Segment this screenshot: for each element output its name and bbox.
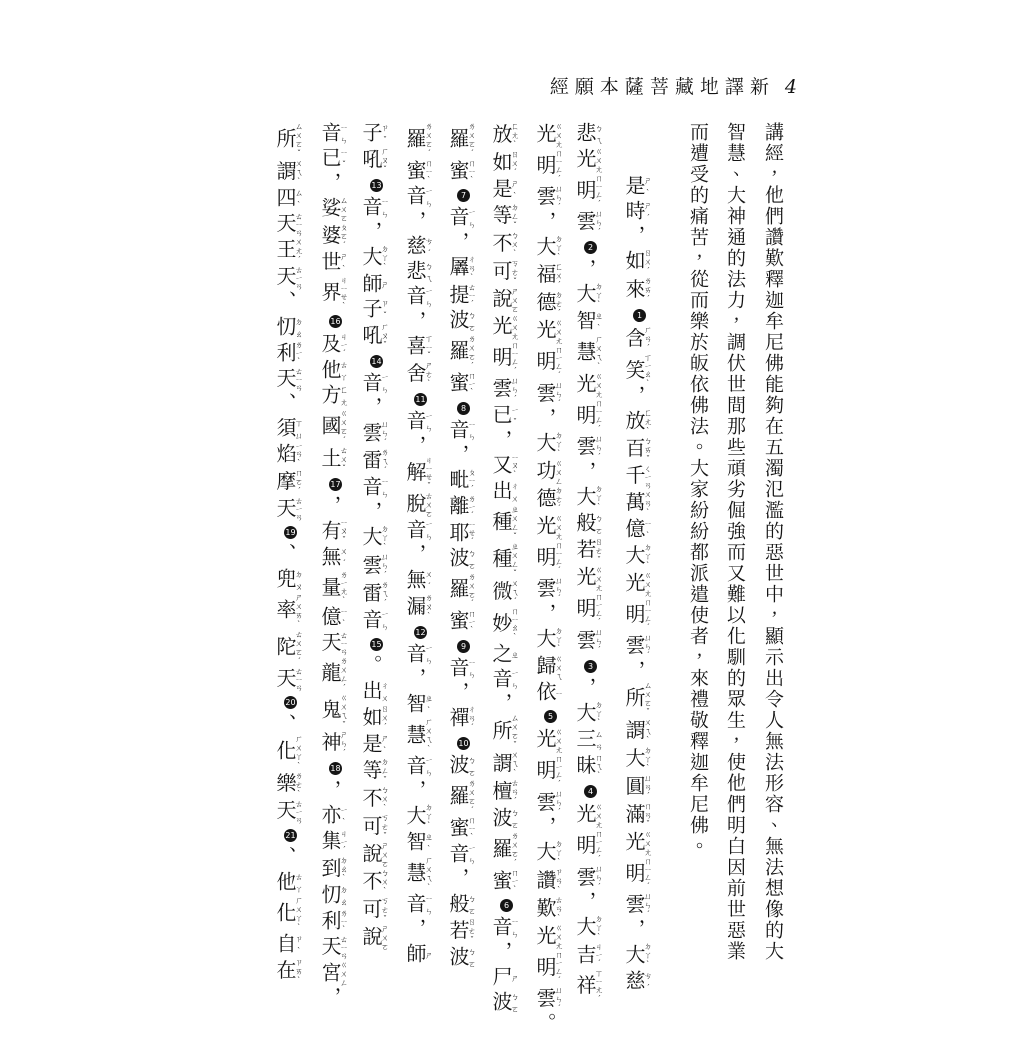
- char-with-zhuyin: 三ㄙㄢ: [573, 728, 604, 754]
- footnote-marker: 5: [544, 710, 557, 723]
- char-with-zhuyin: 焰ㄧㄢˋ: [273, 442, 304, 469]
- char-with-zhuyin: 等ㄉㄥˇ: [489, 203, 520, 231]
- sutra-column: 放ㄈㄤˋ如ㄖㄨˊ是ㄕˋ等ㄉㄥˇ不ㄅㄨˋ可ㄎㄜˇ說ㄕㄨㄛ光ㄍㄨㄤ明ㄇㄧㄥˊ雲ㄩㄣˊ已ㄧˇ，又ㄧㄡˋ出ㄔㄨ種ㄓㄨㄥˇ種ㄓㄨㄥˇ微ㄨㄟˊ妙ㄇㄧㄠˋ之ㄓ音ㄧㄣ，所ㄙㄨㄛˇ謂ㄨㄟˋ檀ㄊㄢˊ波ㄅㄛ羅ㄌㄨㄛˊ蜜ㄇㄧˋ6音ㄧㄣ，尸ㄕ波ㄅㄛ: [489, 122, 520, 1016]
- char-with-zhuyin: 微ㄨㄟˊ: [489, 579, 520, 608]
- char-with-zhuyin: 無ㄨˊ: [318, 545, 349, 571]
- char-with-zhuyin: 天ㄊㄧㄢ: [318, 935, 349, 961]
- char-with-zhuyin: 雲ㄩㄣˊ: [359, 420, 390, 448]
- char-with-zhuyin: 大ㄉㄚˋ: [359, 524, 390, 553]
- footnote-marker: 1: [633, 309, 646, 322]
- char-with-zhuyin: 耶ㄧㄝˊ: [446, 520, 477, 548]
- translation-column: 智慧、大神通的法力，調伏世間那些頑劣倔強而又難以化馴的眾生，使他們明白因前世惡業: [724, 122, 746, 962]
- char-with-zhuyin: 天ㄊㄧㄢ: [273, 367, 304, 393]
- char-with-zhuyin: 蜜ㄇㄧˋ: [446, 816, 477, 843]
- char-with-zhuyin: 億ㄧˋ: [318, 605, 349, 631]
- char-with-zhuyin: 他ㄊㄚ: [273, 870, 304, 896]
- char-with-zhuyin: 來ㄌㄞˊ: [622, 276, 653, 305]
- char-with-zhuyin: 悲ㄅㄟ: [403, 260, 434, 286]
- footnote-marker: 15: [371, 639, 382, 649]
- char-with-zhuyin: 昧ㄇㄟˋ: [573, 753, 604, 782]
- footnote-marker: 2: [584, 241, 597, 254]
- char-with-zhuyin: 陀ㄊㄨㄛˊ: [273, 630, 304, 668]
- char-with-zhuyin: 雲ㄩㄣˊ: [533, 380, 564, 409]
- footnote-marker: 19: [285, 528, 296, 538]
- char-with-zhuyin: 波ㄅㄛ: [446, 547, 477, 573]
- char-with-zhuyin: 羅ㄌㄨㄛˊ: [446, 122, 477, 159]
- char-with-zhuyin: 鬼ㄍㄨㄟˇ: [318, 693, 349, 731]
- char-with-zhuyin: 放ㄈㄤˋ: [489, 122, 520, 150]
- char-with-zhuyin: 波ㄅㄛ: [446, 309, 477, 335]
- char-with-zhuyin: 光ㄍㄨㄤ: [533, 318, 564, 346]
- char-with-zhuyin: 般ㄅㄛ: [446, 892, 477, 918]
- char-with-zhuyin: 放ㄈㄤˋ: [622, 408, 653, 437]
- char-with-zhuyin: 千ㄑㄧㄢ: [622, 464, 653, 490]
- char-with-zhuyin: 光ㄍㄨㄤ: [622, 570, 653, 598]
- char-with-zhuyin: 音ㄧㄣ: [489, 915, 520, 941]
- char-with-zhuyin: 明ㄇㄧㄥˊ: [573, 398, 604, 435]
- char-with-zhuyin: 大ㄉㄚˋ: [533, 839, 564, 868]
- char-with-zhuyin: 蜜ㄇㄧˋ: [489, 868, 520, 895]
- char-with-zhuyin: 集ㄐㄧˊ: [318, 829, 349, 856]
- char-with-zhuyin: 雲ㄩㄣˊ: [359, 552, 390, 581]
- char-with-zhuyin: 光ㄍㄨㄤ: [533, 122, 564, 149]
- char-with-zhuyin: 提ㄊㄧˊ: [446, 282, 477, 310]
- running-header: [550, 72, 797, 99]
- char-with-zhuyin: 亦ㄧˋ: [318, 804, 349, 830]
- char-with-zhuyin: 波ㄅㄛ: [489, 990, 520, 1016]
- char-with-zhuyin: 漏ㄌㄡˋ: [403, 593, 434, 622]
- char-with-zhuyin: 歎ㄊㄢˋ: [533, 895, 564, 924]
- char-with-zhuyin: 慈ㄘˊ: [403, 235, 434, 261]
- footnote-marker: 20: [285, 698, 296, 708]
- char-with-zhuyin: 雷ㄌㄟˊ: [359, 580, 390, 609]
- char-with-zhuyin: 兜ㄉㄡ: [273, 568, 304, 594]
- char-with-zhuyin: 蜜ㄇㄧˋ: [446, 609, 477, 636]
- char-with-zhuyin: 如ㄖㄨˊ: [359, 704, 390, 733]
- char-with-zhuyin: 含ㄏㄢˊ: [622, 325, 653, 354]
- char-with-zhuyin: 百ㄅㄞˇ: [622, 436, 653, 465]
- char-with-zhuyin: 大ㄉㄚˋ: [533, 234, 564, 263]
- char-with-zhuyin: 雲ㄩㄣˊ: [489, 376, 520, 405]
- char-with-zhuyin: 光ㄍㄨㄤ: [533, 513, 564, 541]
- char-with-zhuyin: 羅ㄌㄨㄛˊ: [403, 122, 434, 159]
- char-with-zhuyin: 笑ㄒㄧㄠˋ: [622, 353, 653, 389]
- sutra-column: 悲ㄅㄟ光ㄍㄨㄤ明ㄇㄧㄥˊ雲ㄩㄣˊ2，大ㄉㄚˋ智ㄓˋ慧ㄏㄨㄟˋ光ㄍㄨㄤ明ㄇㄧㄥˊ雲ㄩㄣˊ，大ㄉㄚˋ般ㄅㄛ若ㄖㄜˇ光ㄍㄨㄤ明ㄇㄧㄥˊ雲ㄩㄣˊ3，大ㄉㄚˋ三ㄙㄢ昧ㄇㄟˋ4光ㄍㄨㄤ明ㄇㄧㄥˊ雲ㄩㄣˊ，大ㄉㄚˋ吉ㄐㄧˊ祥ㄒㄧㄤˊ: [573, 122, 604, 1005]
- char-with-zhuyin: 羅ㄌㄨㄛˊ: [446, 779, 477, 817]
- char-with-zhuyin: 天ㄊㄧㄢ: [273, 212, 304, 238]
- char-with-zhuyin: 可ㄎㄜˇ: [489, 259, 520, 287]
- sutra-column: 所ㄙㄨㄛˇ謂ㄨㄟˋ四ㄙˋ天ㄊㄧㄢ王ㄨㄤˊ天ㄊㄧㄢ、忉ㄉㄠ利ㄌㄧˋ天ㄊㄧㄢ、須ㄒㄩ焰ㄧㄢˋ摩ㄇㄛˊ天ㄊㄧㄢ19、兜ㄉㄡ率ㄕㄨㄞˋ陀ㄊㄨㄛˊ天ㄊㄧㄢ20、化ㄏㄨㄚˋ樂ㄌㄜˋ天ㄊㄧㄢ21、他ㄊㄚ化ㄏㄨㄚˋ自ㄗˋ在ㄗㄞˋ: [273, 122, 304, 986]
- char-with-zhuyin: 可ㄎㄜˇ: [359, 813, 390, 842]
- char-with-zhuyin: 所ㄙㄨㄛˇ: [622, 680, 653, 718]
- char-with-zhuyin: 已ㄧˇ: [489, 404, 520, 430]
- char-with-zhuyin: 功ㄍㄨㄥ: [533, 458, 564, 486]
- char-with-zhuyin: 明ㄇㄧㄥˊ: [622, 597, 653, 634]
- char-with-zhuyin: 德ㄉㄜˊ: [533, 485, 564, 514]
- char-with-zhuyin: 有ㄧㄡˇ: [318, 519, 349, 546]
- sutra-column: 是ㄕˋ時ㄕˊ，如ㄖㄨˊ來ㄌㄞˊ1含ㄏㄢˊ笑ㄒㄧㄠˋ，放ㄈㄤˋ百ㄅㄞˇ千ㄑㄧㄢ萬ㄨㄢˋ億ㄧˋ大ㄉㄚˋ光ㄍㄨㄤ明ㄇㄧㄥˊ雲ㄩㄣˊ，所ㄙㄨㄛˇ謂ㄨㄟˋ大ㄉㄚˋ圓ㄩㄢˊ滿ㄇㄢˇ光ㄍㄨㄤ明ㄇㄧㄥˊ雲ㄩㄣˊ，大ㄉㄚˋ慈ㄘˊ: [622, 175, 653, 996]
- char-with-zhuyin: 波ㄅㄛ: [446, 945, 477, 971]
- char-with-zhuyin: 雲ㄩㄣˊ: [533, 789, 564, 818]
- char-with-zhuyin: 師ㄕ: [403, 943, 434, 969]
- char-with-zhuyin: 所ㄙㄨㄛˇ: [489, 713, 520, 751]
- translation-column: 講經，他們讚歎釋迦牟尼佛能夠在五濁氾濫的惡世中，顯示出令人無法形容、無法想像的大: [762, 122, 784, 962]
- footnote-marker: 12: [415, 627, 426, 637]
- char-with-zhuyin: 光ㄍㄨㄤ: [533, 923, 564, 951]
- char-with-zhuyin: 明ㄇㄧㄥˊ: [533, 754, 564, 790]
- char-with-zhuyin: 音ㄧㄣ: [359, 608, 390, 634]
- footnote-marker: 16: [330, 317, 341, 327]
- char-with-zhuyin: 是ㄕˋ: [489, 178, 520, 203]
- char-with-zhuyin: 大ㄉㄚˋ: [533, 626, 564, 655]
- footnote-marker: 8: [457, 402, 470, 415]
- char-with-zhuyin: 音ㄧㄣ: [403, 893, 434, 919]
- char-with-zhuyin: 明ㄇㄧㄥˊ: [489, 341, 520, 377]
- char-with-zhuyin: 及ㄐㄧˊ: [318, 332, 349, 359]
- char-with-zhuyin: 大ㄉㄚˋ: [622, 542, 653, 571]
- char-with-zhuyin: 大ㄉㄚˋ: [359, 244, 390, 273]
- char-with-zhuyin: 波ㄅㄛ: [489, 806, 520, 832]
- char-with-zhuyin: 依ㄧ: [533, 681, 564, 707]
- char-with-zhuyin: 吼ㄏㄡˇ: [359, 147, 390, 175]
- char-with-zhuyin: 歸ㄍㄨㄟ: [533, 654, 564, 682]
- char-with-zhuyin: 天ㄊㄧㄢ: [273, 667, 304, 693]
- char-with-zhuyin: 萬ㄨㄢˋ: [622, 489, 653, 518]
- char-with-zhuyin: 又ㄧㄡˋ: [489, 453, 520, 481]
- char-with-zhuyin: 蜜ㄇㄧˋ: [403, 159, 434, 186]
- sutra-column: 音ㄧㄣ已ㄧˇ，娑ㄙㄨㄛ婆ㄆㄛˊ世ㄕˋ界ㄐㄧㄝˋ16及ㄐㄧˊ他ㄊㄚ方ㄈㄤ國ㄍㄨㄛˊ土ㄊㄨˇ17，有ㄧㄡˇ無ㄨˊ量ㄌㄧㄤˋ億ㄧˋ天ㄊㄧㄢ龍ㄌㄨㄥˊ鬼ㄍㄨㄟˇ神ㄕㄣˊ18，亦ㄧˋ集ㄐㄧˊ到ㄉㄠˋ忉ㄉㄠ利ㄌㄧˋ天ㄊㄧㄢ宮ㄍㄨㄥ，: [318, 122, 349, 1012]
- char-with-zhuyin: 音ㄧㄣ: [403, 410, 434, 436]
- char-with-zhuyin: 大ㄉㄚˋ: [403, 803, 434, 832]
- char-with-zhuyin: 利ㄌㄧˋ: [318, 908, 349, 936]
- char-with-zhuyin: 等ㄉㄥˇ: [359, 757, 390, 786]
- char-with-zhuyin: 慈ㄘˊ: [622, 970, 653, 996]
- char-with-zhuyin: 智ㄓˋ: [403, 692, 434, 718]
- char-with-zhuyin: 羅ㄌㄨㄛˊ: [446, 334, 477, 372]
- char-with-zhuyin: 音ㄧㄣ: [359, 196, 390, 221]
- footnote-marker: 17: [330, 479, 341, 489]
- char-with-zhuyin: 摩ㄇㄛˊ: [273, 468, 304, 497]
- char-with-zhuyin: 土ㄊㄨˇ: [318, 445, 349, 474]
- char-with-zhuyin: 波ㄅㄛ: [446, 754, 477, 780]
- sutra-column: 光ㄍㄨㄤ明ㄇㄧㄥˊ雲ㄩㄣˊ，大ㄉㄚˋ福ㄈㄨˊ德ㄉㄜˊ光ㄍㄨㄤ明ㄇㄧㄥˊ雲ㄩㄣˊ，大ㄉㄚˋ功ㄍㄨㄥ德ㄉㄜˊ光ㄍㄨㄤ明ㄇㄧㄥˊ雲ㄩㄣˊ，大ㄉㄚˋ歸ㄍㄨㄟ依ㄧ5光ㄍㄨㄤ明ㄇㄧㄥˊ雲ㄩㄣˊ，大ㄉㄚˋ讚ㄗㄢˋ歎ㄊㄢˋ光ㄍㄨㄤ明ㄇㄧㄥˊ雲ㄩㄣˊ。: [533, 122, 564, 1038]
- char-with-zhuyin: 吼ㄏㄡˇ: [359, 322, 390, 351]
- char-with-zhuyin: 若ㄖㄜˇ: [573, 537, 604, 566]
- char-with-zhuyin: 謂ㄨㄟˋ: [489, 750, 520, 779]
- char-with-zhuyin: 出ㄔㄨ: [489, 480, 520, 506]
- char-with-zhuyin: 利ㄌㄧˋ: [273, 340, 304, 368]
- char-with-zhuyin: 不ㄅㄨˋ: [489, 231, 520, 259]
- char-with-zhuyin: 音ㄧㄣ: [446, 418, 477, 444]
- char-with-zhuyin: 蜜ㄇㄧˋ: [446, 371, 477, 398]
- char-with-zhuyin: 雲ㄩㄣˊ: [622, 892, 653, 921]
- footnote-marker: 4: [584, 785, 597, 798]
- header-title: 經願本薩菩藏地譯新: [549, 76, 775, 98]
- char-with-zhuyin: 謂ㄨㄟˋ: [273, 159, 304, 187]
- char-with-zhuyin: 世ㄕˋ: [318, 251, 349, 276]
- sutra-column: 子ㄗˇ吼ㄏㄡˇ13音ㄧㄣ，大ㄉㄚˋ師ㄕ子ㄗˇ吼ㄏㄡˇ14音ㄧㄣ，雲ㄩㄣˊ雷ㄌㄟˊ音ㄧㄣ，大ㄉㄚˋ雲ㄩㄣˊ雷ㄌㄟˊ音ㄧㄣ15。出ㄔㄨ如ㄖㄨˊ是ㄕˋ等ㄉㄥˇ不ㄅㄨˋ可ㄎㄜˇ說ㄕㄨㄛ不ㄅㄨˋ可ㄎㄜˇ說ㄕㄨㄛ: [359, 122, 390, 952]
- char-with-zhuyin: 大ㄉㄚˋ: [533, 430, 564, 459]
- sutra-column: 羅ㄌㄨㄛˊ蜜ㄇㄧˋ7音ㄧㄣ，羼ㄔㄢˋ提ㄊㄧˊ波ㄅㄛ羅ㄌㄨㄛˊ蜜ㄇㄧˋ8音ㄧㄣ，毗ㄆㄧˊ離ㄌㄧˊ耶ㄧㄝˊ波ㄅㄛ羅ㄌㄨㄛˊ蜜ㄇㄧˋ9音ㄧㄣ，禪ㄔㄢˊ10波ㄅㄛ羅ㄌㄨㄛˊ蜜ㄇㄧˋ音ㄧㄣ，般ㄅㄛ若ㄖㄜˇ波ㄅㄛ: [446, 122, 477, 971]
- char-with-zhuyin: 吉ㄐㄧˊ: [573, 942, 604, 970]
- char-with-zhuyin: 雲ㄩㄣˊ: [533, 986, 564, 1015]
- char-with-zhuyin: 化ㄏㄨㄚˋ: [273, 895, 304, 933]
- char-with-zhuyin: 化ㄏㄨㄚˋ: [273, 734, 304, 772]
- char-with-zhuyin: 是ㄕˋ: [359, 732, 390, 758]
- char-with-zhuyin: 般ㄅㄛ: [573, 512, 604, 538]
- char-with-zhuyin: 雲ㄩㄣˊ: [573, 434, 604, 463]
- char-with-zhuyin: 神ㄕㄣˊ: [318, 730, 349, 759]
- char-with-zhuyin: 若ㄖㄜˇ: [446, 917, 477, 946]
- char-with-zhuyin: 雲ㄩㄣˊ: [533, 184, 564, 213]
- char-with-zhuyin: 祥ㄒㄧㄤˊ: [573, 969, 604, 1005]
- char-with-zhuyin: 光ㄍㄨㄤ: [573, 565, 604, 593]
- char-with-zhuyin: 龍ㄌㄨㄥˊ: [318, 656, 349, 694]
- char-with-zhuyin: 方ㄈㄤ: [318, 383, 349, 409]
- char-with-zhuyin: 明ㄇㄧㄥˊ: [622, 856, 653, 893]
- char-with-zhuyin: 明ㄇㄧㄥˊ: [533, 540, 564, 577]
- char-with-zhuyin: 毗ㄆㄧˊ: [446, 468, 477, 495]
- char-with-zhuyin: 說ㄕㄨㄛ: [489, 287, 520, 314]
- char-with-zhuyin: 天ㄊㄧㄢ: [318, 630, 349, 657]
- char-with-zhuyin: 音ㄧㄣ: [403, 642, 434, 668]
- char-with-zhuyin: 已ㄧˇ: [318, 147, 349, 172]
- char-with-zhuyin: 他ㄊㄚ: [318, 358, 349, 384]
- char-with-zhuyin: 率ㄕㄨㄞˋ: [273, 593, 304, 631]
- footnote-marker: 10: [458, 739, 469, 749]
- char-with-zhuyin: 大ㄉㄚˋ: [622, 942, 653, 971]
- char-with-zhuyin: 種ㄓㄨㄥˇ: [489, 542, 520, 580]
- footnote-marker: 18: [330, 764, 341, 774]
- char-with-zhuyin: 須ㄒㄩ: [273, 417, 304, 443]
- footnote-marker: 13: [371, 181, 382, 190]
- char-with-zhuyin: 羅ㄌㄨㄛˊ: [489, 831, 520, 869]
- char-with-zhuyin: 解ㄐㄧㄝˇ: [403, 456, 434, 492]
- char-with-zhuyin: 音ㄧㄣ: [446, 842, 477, 868]
- char-with-zhuyin: 光ㄍㄨㄤ: [573, 371, 604, 399]
- char-with-zhuyin: 在ㄗㄞˋ: [273, 957, 304, 986]
- char-with-zhuyin: 不ㄅㄨˋ: [359, 785, 390, 814]
- char-with-zhuyin: 音ㄧㄣ: [359, 476, 390, 501]
- char-with-zhuyin: 億ㄧˋ: [622, 517, 653, 543]
- char-with-zhuyin: 國ㄍㄨㄛˊ: [318, 408, 349, 446]
- char-with-zhuyin: 無ㄨˊ: [403, 568, 434, 594]
- char-with-zhuyin: 王ㄨㄤˊ: [273, 237, 304, 266]
- char-with-zhuyin: 天ㄊㄧㄢ: [273, 799, 304, 825]
- char-with-zhuyin: 脫ㄊㄨㄛ: [403, 491, 434, 519]
- char-with-zhuyin: 婆ㄆㄛˊ: [318, 223, 349, 251]
- char-with-zhuyin: 智ㄓˋ: [573, 309, 604, 335]
- sutra-column: 羅ㄌㄨㄛˊ蜜ㄇㄧˋ音ㄧㄣ，慈ㄘˊ悲ㄅㄟ音ㄧㄣ，喜ㄒㄧˇ舍ㄕㄜˋ11音ㄧㄣ，解ㄐㄧㄝˇ脫ㄊㄨㄛ音ㄧㄣ，無ㄨˊ漏ㄌㄡˋ12音ㄧㄣ，智ㄓˋ慧ㄏㄨㄟˋ音ㄧㄣ，大ㄉㄚˋ智ㄓˋ慧ㄏㄨㄟˋ音ㄧㄣ，師ㄕ: [403, 122, 434, 969]
- char-with-zhuyin: 滿ㄇㄢˇ: [622, 801, 653, 830]
- char-with-zhuyin: 忉ㄉㄠ: [318, 883, 349, 909]
- char-with-zhuyin: 悲ㄅㄟ: [573, 122, 604, 147]
- footnote-marker: 21: [285, 830, 296, 840]
- char-with-zhuyin: 離ㄌㄧˊ: [446, 494, 477, 521]
- char-with-zhuyin: 可ㄎㄜˇ: [359, 896, 390, 925]
- char-with-zhuyin: 宮ㄍㄨㄥ: [318, 960, 349, 988]
- char-with-zhuyin: 慧ㄏㄨㄟˋ: [573, 334, 604, 372]
- char-with-zhuyin: 妙ㄇㄧㄠˋ: [489, 607, 520, 643]
- char-with-zhuyin: 圓ㄩㄢˊ: [622, 773, 653, 802]
- char-with-zhuyin: 羅ㄌㄨㄛˊ: [446, 572, 477, 610]
- char-with-zhuyin: 音ㄧㄣ: [446, 206, 477, 232]
- char-with-zhuyin: 說ㄕㄨㄛ: [359, 841, 390, 869]
- footnote-marker: 7: [457, 189, 470, 202]
- char-with-zhuyin: 音ㄧㄣ: [403, 185, 434, 211]
- char-with-zhuyin: 禪ㄔㄢˊ: [446, 705, 477, 734]
- char-with-zhuyin: 慧ㄏㄨㄟˋ: [403, 717, 434, 755]
- char-with-zhuyin: 大ㄉㄚˋ: [573, 914, 604, 943]
- char-with-zhuyin: 明ㄇㄧㄥˊ: [573, 174, 604, 210]
- footnote-marker: 14: [371, 356, 382, 366]
- char-with-zhuyin: 羼ㄔㄢˋ: [446, 254, 477, 283]
- footnote-marker: 6: [500, 899, 513, 912]
- char-with-zhuyin: 音ㄧㄣ: [446, 656, 477, 682]
- char-with-zhuyin: 自ㄗˋ: [273, 932, 304, 958]
- char-with-zhuyin: 光ㄍㄨㄤ: [622, 829, 653, 857]
- char-with-zhuyin: 大ㄉㄚˋ: [573, 484, 604, 513]
- char-with-zhuyin: 種ㄓㄨㄥˇ: [489, 505, 520, 543]
- char-with-zhuyin: 喜ㄒㄧˇ: [403, 334, 434, 362]
- char-with-zhuyin: 明ㄇㄧㄥˊ: [533, 345, 564, 381]
- char-with-zhuyin: 光ㄍㄨㄤ: [573, 802, 604, 830]
- char-with-zhuyin: 明ㄇㄧㄥˊ: [573, 592, 604, 628]
- char-with-zhuyin: 娑ㄙㄨㄛ: [318, 196, 349, 223]
- char-with-zhuyin: 音ㄧㄣ: [359, 371, 390, 397]
- char-with-zhuyin: 德ㄉㄜˊ: [533, 290, 564, 319]
- char-with-zhuyin: 雲ㄩㄣˊ: [573, 209, 604, 238]
- char-with-zhuyin: 音ㄧㄣ: [403, 285, 434, 311]
- char-with-zhuyin: 子ㄗˇ: [359, 122, 390, 147]
- char-with-zhuyin: 不ㄅㄨˋ: [359, 868, 390, 897]
- char-with-zhuyin: 音ㄧㄣ: [489, 667, 520, 693]
- char-with-zhuyin: 師ㄕ: [359, 272, 390, 298]
- char-with-zhuyin: 到ㄉㄠˋ: [318, 855, 349, 884]
- char-with-zhuyin: 天ㄊㄧㄢ: [273, 496, 304, 523]
- char-with-zhuyin: 光ㄍㄨㄤ: [573, 147, 604, 174]
- char-with-zhuyin: 明ㄇㄧㄥˊ: [533, 149, 564, 185]
- char-with-zhuyin: 音ㄧㄣ: [403, 754, 434, 780]
- footnote-marker: 3: [584, 660, 597, 673]
- char-with-zhuyin: 慧ㄏㄨㄟˋ: [403, 856, 434, 894]
- char-with-zhuyin: 光ㄍㄨㄤ: [489, 314, 520, 341]
- char-with-zhuyin: 智ㄓˋ: [403, 831, 434, 857]
- char-with-zhuyin: 時ㄕˊ: [622, 200, 653, 225]
- char-with-zhuyin: 雲ㄩㄣˊ: [573, 864, 604, 893]
- char-with-zhuyin: 所ㄙㄨㄛˇ: [273, 122, 304, 159]
- footnote-marker: 11: [415, 395, 426, 405]
- page-number: 4: [784, 76, 797, 98]
- char-with-zhuyin: 謂ㄨㄟˋ: [622, 717, 653, 746]
- char-with-zhuyin: 音ㄧㄣ: [318, 122, 349, 147]
- char-with-zhuyin: 大ㄉㄚˋ: [573, 281, 604, 310]
- footnote-marker: 9: [457, 640, 470, 653]
- char-with-zhuyin: 如ㄖㄨˊ: [622, 248, 653, 277]
- char-with-zhuyin: 雲ㄩㄣˊ: [533, 576, 564, 605]
- char-with-zhuyin: 舍ㄕㄜˋ: [403, 361, 434, 390]
- char-with-zhuyin: 四ㄙˋ: [273, 187, 304, 212]
- char-with-zhuyin: 雷ㄌㄟˊ: [359, 448, 390, 476]
- char-with-zhuyin: 檀ㄊㄢˊ: [489, 778, 520, 807]
- char-with-zhuyin: 忉ㄉㄠ: [273, 315, 304, 341]
- char-with-zhuyin: 尸ㄕ: [489, 965, 520, 991]
- char-with-zhuyin: 明ㄇㄧㄥˊ: [533, 950, 564, 987]
- char-with-zhuyin: 雲ㄩㄣˊ: [573, 627, 604, 656]
- char-with-zhuyin: 雲ㄩㄣˊ: [622, 633, 653, 662]
- char-with-zhuyin: 子ㄗˇ: [359, 297, 390, 323]
- char-with-zhuyin: 說ㄕㄨㄛ: [359, 924, 390, 952]
- char-with-zhuyin: 讚ㄗㄢˋ: [533, 867, 564, 896]
- char-with-zhuyin: 大ㄉㄚˋ: [622, 745, 653, 774]
- char-with-zhuyin: 光ㄍㄨㄤ: [533, 727, 564, 755]
- char-with-zhuyin: 樂ㄌㄜˋ: [273, 771, 304, 800]
- char-with-zhuyin: 大ㄉㄚˋ: [573, 700, 604, 729]
- char-with-zhuyin: 明ㄇㄧㄥˊ: [573, 829, 604, 865]
- char-with-zhuyin: 福ㄈㄨˊ: [533, 262, 564, 291]
- char-with-zhuyin: 天ㄊㄧㄢ: [273, 265, 304, 291]
- char-with-zhuyin: 量ㄌㄧㄤˋ: [318, 570, 349, 606]
- translation-column: 而遭受的痛苦，從而樂於皈依佛法。大家紛紛都派遣使者，來禮敬釋迦牟尼佛。: [687, 122, 709, 857]
- char-with-zhuyin: 是ㄕˋ: [622, 175, 653, 200]
- char-with-zhuyin: 如ㄖㄨˊ: [489, 150, 520, 178]
- char-with-zhuyin: 音ㄧㄣ: [403, 518, 434, 544]
- char-with-zhuyin: 出ㄔㄨ: [359, 679, 390, 705]
- char-with-zhuyin: 界ㄐㄧㄝˋ: [318, 276, 349, 312]
- char-with-zhuyin: 之ㄓ: [489, 642, 520, 668]
- char-with-zhuyin: 蜜ㄇㄧˋ: [446, 159, 477, 186]
